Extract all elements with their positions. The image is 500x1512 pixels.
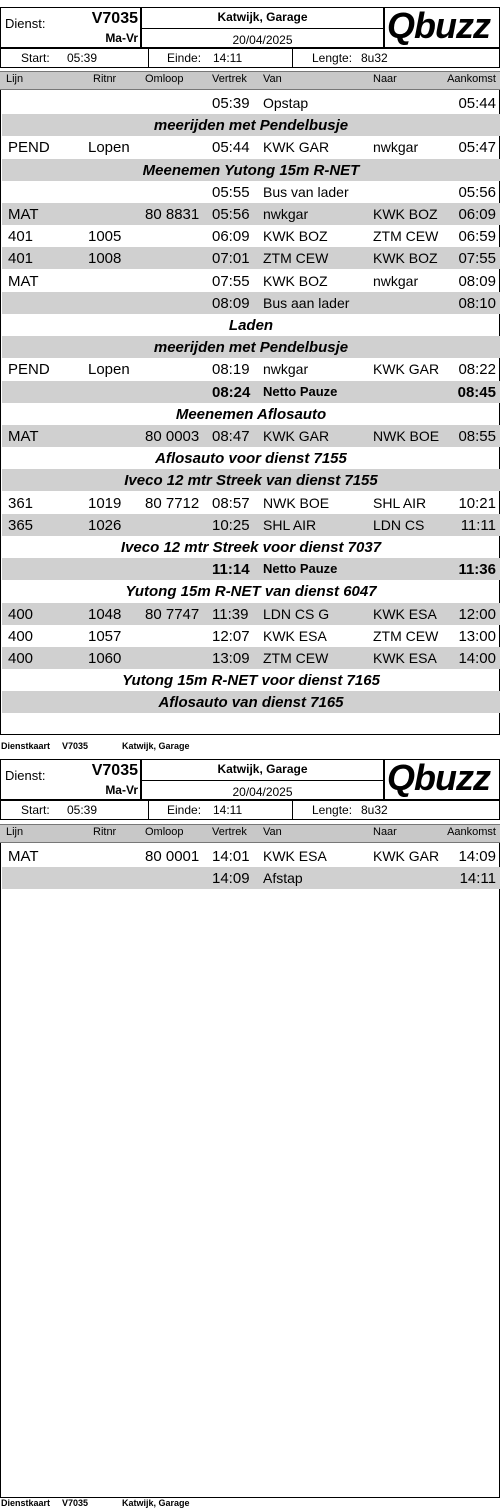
col-ritnr: Ritnr <box>93 826 117 838</box>
cell-aankomst: 11:11 <box>460 516 496 534</box>
location-name: Katwijk, Garage <box>217 762 308 776</box>
cell-vertrek: 14:01 <box>212 848 250 865</box>
dienst-box <box>0 7 141 48</box>
cell-omloop: 80 8831 <box>145 206 200 223</box>
cell-van: nwkgar <box>263 206 309 222</box>
cell-vertrek: 08:19 <box>212 361 250 379</box>
einde-label: Einde: <box>167 51 202 65</box>
cell-vertrek: 14:09 <box>212 870 250 888</box>
footer-label: Dienstkaart <box>1 1498 51 1508</box>
note-text: meerijden met Pendelbusje <box>153 117 349 135</box>
cell-lijn: MAT <box>8 848 39 865</box>
trip-row <box>2 867 500 889</box>
cell-aankomst: 08:45 <box>457 383 496 401</box>
start-label: Start: <box>21 51 50 65</box>
trip-row <box>2 136 500 158</box>
cell-lijn: 400 <box>8 627 34 645</box>
cell-van: ZTM CEW <box>263 650 329 666</box>
cell-van: Bus aan lader <box>263 294 350 311</box>
cell-vertrek: 11:39 <box>212 605 249 623</box>
cell-vertrek: 05:55 <box>212 183 250 201</box>
page-2-footer <box>0 1498 500 1510</box>
cell-aankomst: 06:09 <box>458 206 496 223</box>
cell-omloop: 80 7747 <box>145 605 200 623</box>
cell-lijn: 400 <box>8 650 34 667</box>
einde-label: Einde: <box>167 803 202 817</box>
note-row <box>2 669 500 691</box>
cell-van: SHL AIR <box>263 516 317 533</box>
note-row <box>2 536 500 558</box>
cell-naar: ZTM CEW <box>373 228 439 245</box>
cell-aankomst: 10:21 <box>458 494 496 512</box>
col-naar: Naar <box>373 826 397 838</box>
column-header <box>0 71 500 90</box>
note-row <box>2 314 500 336</box>
dienst-number: V7035 <box>91 762 138 779</box>
trip-row <box>2 203 500 225</box>
cell-ritnr: 1048 <box>88 605 122 623</box>
cell-aankomst: 08:10 <box>458 294 496 312</box>
service-date: 20/04/2025 <box>232 33 293 47</box>
cell-van: Opstap <box>263 95 309 111</box>
page-1-footer <box>0 741 500 753</box>
note-row <box>2 159 500 181</box>
cell-van: KWK GAR <box>263 428 330 444</box>
cell-ritnr: 1057 <box>88 627 122 645</box>
cell-vertrek: 07:55 <box>212 272 250 290</box>
note-text: Yutong 15m R-NET voor dienst 7165 <box>122 672 380 690</box>
note-text: Iveco 12 mtr Streek voor dienst 7037 <box>120 539 382 556</box>
trip-row <box>2 425 500 447</box>
cell-aankomst: 05:56 <box>458 183 496 201</box>
trip-row <box>2 603 500 625</box>
cell-aankomst: 14:09 <box>458 848 496 865</box>
cell-aankomst: 14:11 <box>459 870 496 888</box>
footer-dienst: V7035 <box>62 741 89 751</box>
cell-ritnr: Lopen <box>88 139 130 157</box>
cell-aankomst: 11:36 <box>458 561 496 579</box>
cell-lijn: 361 <box>8 494 34 512</box>
trip-row <box>2 247 500 269</box>
cell-lijn: MAT <box>8 428 39 445</box>
start-time: 05:39 <box>67 51 98 65</box>
lengte-value: 8u32 <box>361 51 388 65</box>
trip-row <box>2 647 500 669</box>
shift-info-bar <box>0 800 500 820</box>
col-van: Van <box>263 73 282 85</box>
cell-lijn: 365 <box>8 516 34 534</box>
cell-naar: SHL AIR <box>373 494 427 511</box>
lengte-label: Lengte: <box>312 51 353 65</box>
logo-box <box>384 7 500 48</box>
cell-omloop: 80 7712 <box>145 494 200 512</box>
col-naar: Naar <box>373 73 397 85</box>
cell-lijn: MAT <box>8 206 39 223</box>
cell-vertrek: 05:56 <box>212 206 250 223</box>
cell-vertrek: 13:09 <box>212 650 250 667</box>
cell-omloop: 80 0001 <box>145 848 200 865</box>
qbuzz-logo: Qbuzz <box>387 757 490 798</box>
trip-row <box>2 292 500 314</box>
qbuzz-logo: Qbuzz <box>387 5 490 46</box>
cell-ritnr: 1005 <box>88 228 122 246</box>
dienstkaart-page-1 <box>0 0 500 735</box>
col-vertrek: Vertrek <box>212 73 247 85</box>
pause-row <box>2 381 500 403</box>
lengte-label: Lengte: <box>312 803 353 817</box>
trip-row <box>2 92 500 114</box>
cell-lijn: PEND <box>8 361 50 379</box>
dienst-label: Dienst: <box>5 16 46 31</box>
cell-omloop: 80 0003 <box>145 428 200 445</box>
trip-row <box>2 270 500 292</box>
note-text: Aflosauto van dienst 7165 <box>158 694 344 712</box>
note-row <box>2 580 500 602</box>
cell-van: nwkgar <box>263 361 309 378</box>
note-text: Meenemen Aflosauto <box>175 405 327 423</box>
cell-aankomst: 07:55 <box>458 250 496 268</box>
cell-ritnr: 1019 <box>88 494 122 512</box>
note-text: Laden <box>228 317 274 334</box>
cell-lijn: 400 <box>8 605 34 623</box>
cell-ritnr: 1060 <box>88 650 122 667</box>
cell-aankomst: 05:47 <box>458 139 496 157</box>
cell-vertrek: 08:24 <box>212 383 251 401</box>
cell-lijn: 401 <box>8 250 34 268</box>
col-van: Van <box>263 826 282 838</box>
cell-lijn: PEND <box>8 139 50 157</box>
note-row <box>2 114 500 136</box>
cell-aankomst: 08:22 <box>458 361 496 379</box>
dienst-days: Ma-Vr <box>105 783 138 797</box>
trip-row <box>2 225 500 247</box>
cell-van: KWK BOZ <box>263 272 328 289</box>
dienst-box <box>0 759 141 800</box>
cell-naar: KWK GAR <box>373 361 440 378</box>
note-row <box>2 447 500 469</box>
shift-info-bar <box>0 48 500 68</box>
cell-naar: KWK BOZ <box>373 250 438 267</box>
cell-naar: NWK BOE <box>373 428 440 444</box>
note-text: Meenemen Yutong 15m R-NET <box>142 161 360 179</box>
note-row <box>2 336 500 358</box>
cell-van: Netto Pauze <box>263 383 338 399</box>
cell-vertrek: 12:07 <box>212 627 250 645</box>
location-box <box>141 759 384 800</box>
note-row <box>2 691 500 713</box>
start-time: 05:39 <box>67 803 98 817</box>
footer-location: Katwijk, Garage <box>122 1498 190 1508</box>
trip-row <box>2 181 500 203</box>
footer-location: Katwijk, Garage <box>122 741 190 751</box>
dienst-days: Ma-Vr <box>105 31 138 45</box>
cell-naar: LDN CS <box>373 516 425 533</box>
cell-vertrek: 08:57 <box>212 494 250 512</box>
cell-aankomst: 13:00 <box>458 627 496 645</box>
footer-label: Dienstkaart <box>1 741 51 751</box>
location-name: Katwijk, Garage <box>217 10 308 24</box>
cell-aankomst: 12:00 <box>458 605 496 623</box>
cell-aankomst: 14:00 <box>458 650 496 667</box>
einde-time: 14:11 <box>213 803 243 817</box>
trip-row <box>2 358 500 380</box>
location-box <box>141 7 384 48</box>
cell-naar: KWK ESA <box>373 650 437 666</box>
cell-vertrek: 10:25 <box>212 516 250 534</box>
cell-van: Afstap <box>263 870 303 887</box>
cell-naar: ZTM CEW <box>373 627 439 644</box>
cell-aankomst: 08:55 <box>458 428 496 445</box>
cell-ritnr: Lopen <box>88 361 130 379</box>
note-text: Iveco 12 mtr Streek van dienst 7155 <box>124 472 378 490</box>
col-lijn: Lijn <box>6 73 24 85</box>
cell-naar: KWK BOZ <box>373 206 438 222</box>
col-omloop: Omloop <box>145 73 184 85</box>
cell-vertrek: 08:47 <box>212 428 250 445</box>
cell-van: NWK BOE <box>263 494 330 511</box>
cell-naar: nwkgar <box>373 139 419 156</box>
cell-vertrek: 05:44 <box>212 139 250 157</box>
cell-aankomst: 08:09 <box>458 272 496 290</box>
col-vertrek: Vertrek <box>212 826 247 838</box>
cell-lijn: 401 <box>8 228 34 246</box>
cell-van: ZTM CEW <box>263 250 329 267</box>
cell-naar: KWK GAR <box>373 848 440 864</box>
note-text: meerijden met Pendelbusje <box>153 339 349 357</box>
cell-vertrek: 06:09 <box>212 228 250 246</box>
cell-van: Netto Pauze <box>263 561 338 577</box>
col-omloop: Omloop <box>145 826 184 838</box>
schedule-table <box>0 843 500 1498</box>
trip-row <box>2 492 500 514</box>
cell-ritnr: 1008 <box>88 250 122 268</box>
lengte-value: 8u32 <box>361 803 388 817</box>
cell-vertrek: 07:01 <box>212 250 250 268</box>
cell-aankomst: 06:59 <box>458 228 496 246</box>
cell-vertrek: 11:14 <box>212 561 250 579</box>
note-row <box>2 403 500 425</box>
note-row <box>2 469 500 491</box>
trip-row <box>2 845 500 867</box>
cell-naar: KWK ESA <box>373 605 437 622</box>
trip-row <box>2 514 500 536</box>
trip-row <box>2 625 500 647</box>
dienstkaart-page-2 <box>0 755 500 1498</box>
cell-ritnr: 1026 <box>88 516 122 534</box>
cell-aankomst: 05:44 <box>458 95 496 112</box>
cell-vertrek: 05:39 <box>212 95 250 112</box>
cell-naar: nwkgar <box>373 272 419 289</box>
col-ritnr: Ritnr <box>93 73 117 85</box>
dienst-number: V7035 <box>91 10 138 27</box>
note-text: Aflosauto voor dienst 7155 <box>155 450 347 468</box>
start-label: Start: <box>21 803 50 817</box>
cell-vertrek: 08:09 <box>212 294 250 312</box>
col-aankomst: Aankomst <box>447 73 496 85</box>
cell-van: KWK ESA <box>263 848 327 864</box>
service-date: 20/04/2025 <box>232 785 293 799</box>
cell-van: Bus van lader <box>263 183 349 200</box>
logo-box <box>384 759 500 800</box>
einde-time: 14:11 <box>213 51 243 65</box>
col-lijn: Lijn <box>6 826 24 838</box>
footer-dienst: V7035 <box>62 1498 89 1508</box>
cell-van: KWK BOZ <box>263 228 328 245</box>
dienst-label: Dienst: <box>5 768 46 783</box>
cell-lijn: MAT <box>8 272 39 290</box>
cell-van: KWK ESA <box>263 627 327 644</box>
schedule-table <box>0 90 500 735</box>
column-header <box>0 824 500 843</box>
cell-van: KWK GAR <box>263 139 330 156</box>
col-aankomst: Aankomst <box>447 826 496 838</box>
pause-row <box>2 558 500 580</box>
note-text: Yutong 15m R-NET van dienst 6047 <box>125 583 377 601</box>
cell-van: LDN CS G <box>263 605 330 622</box>
